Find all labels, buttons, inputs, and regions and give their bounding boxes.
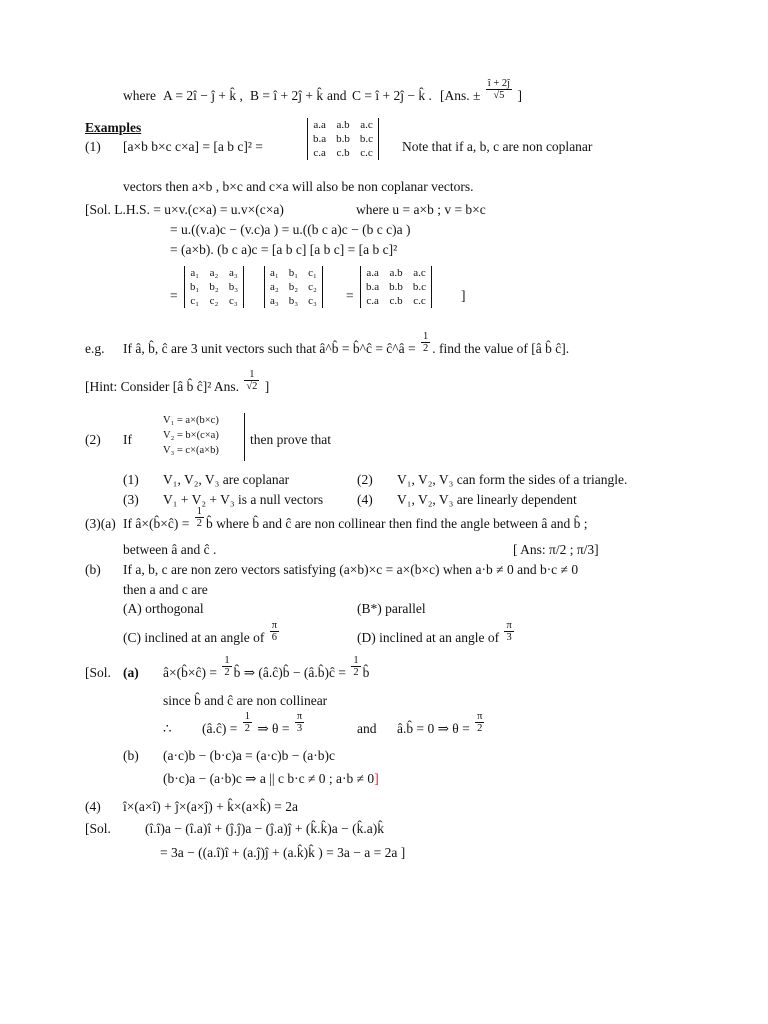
option-4-number: (4) (357, 492, 373, 507)
matrix-cell: b₁ (288, 267, 299, 279)
matrix-cell: a₂ (270, 281, 279, 293)
then-prove-text: then prove that (250, 432, 331, 447)
matrix-cell: b₂ (288, 281, 299, 293)
matrix-cell: b.a (313, 133, 327, 145)
v3-definition: V₃ = c×(a×b) (163, 445, 219, 456)
solution-3-label: [Sol. (85, 665, 111, 680)
equals-sign-2: = (346, 288, 354, 303)
triple-product-lhs: [a×b b×c c×a] = [a b c]² = (123, 139, 263, 154)
problem-3a-answer: [ Ans: π/2 ; π/3] (513, 542, 599, 557)
equals-sign: = (170, 288, 178, 303)
matrix-cell: c.a (313, 147, 326, 159)
angle-ab-equation: â.b̂ = 0 ⇒ θ = $\frac{\pi}{2}$ (397, 711, 483, 736)
matrix-row (308, 118, 378, 132)
problem-4-equation: î×(a×î) + ĵ×(a×ĵ) + k̂×(a×k̂) = 2a (123, 799, 298, 814)
solution-1-line-3: = (a×b). (b c a)c = [a b c] [a b c] = [a b c]² (170, 242, 398, 257)
vector-a-definition: A = 2î − ĵ + k̂ , (163, 88, 243, 103)
matrix-cell: c.c (413, 295, 426, 307)
eg-label: e.g. (85, 341, 105, 356)
matrix-row (185, 266, 243, 280)
gram-matrix-1 (307, 118, 379, 160)
matrix-cell: c₂ (308, 281, 317, 293)
solution-3b-line-1: (a·c)b − (b·c)a = (a·c)b − (a·b)c (163, 748, 335, 763)
vector-c-definition: C = î + 2ĵ − k̂ . (352, 88, 432, 103)
since-text: since b̂ and ĉ are non collinear (163, 693, 328, 708)
solution-4-line-2: = 3a − ((a.î)î + (a.ĵ)ĵ + (a.k̂)k̂ ) = 3a − a = 2a ] (160, 845, 406, 860)
solution-4-label: [Sol. (85, 821, 111, 836)
problem-2-number: (2) (85, 432, 101, 447)
matrix-row (308, 132, 378, 146)
option-3-text: V₁ + V₂ + V₃ is a null vectors (163, 492, 324, 507)
option-4-text: V₁, V₂, V₃ are linearly dependent (397, 492, 577, 507)
solution-1-line-1: [Sol. L.H.S. = u×v.(c×a) = u.v×(c×a) (85, 202, 284, 217)
v2-definition: V₂ = b×(c×a) (163, 430, 219, 441)
matrix-cell: b.b (336, 133, 350, 145)
examples-heading: Examples (85, 120, 142, 135)
solution-4-line-1: (î.î)a − (î.a)î + (ĵ.ĵ)a − (ĵ.a)ĵ + (k̂.k̂)a − (k̂.a)k̂ (145, 821, 384, 836)
matrix-cell: c₃ (229, 295, 238, 307)
matrix-row (265, 294, 322, 308)
matrix-row (185, 294, 243, 308)
option-1-text: V₁, V₂, V₃ are coplanar (163, 472, 290, 487)
option-2-number: (2) (357, 472, 373, 487)
matrix-row (361, 294, 431, 308)
problem-3a-number: (3)(a) (85, 516, 116, 531)
solution-3b-line-2: (b·c)a − (a·b)c ⇒ a || c b·c ≠ 0 ; a·b ≠ 0] (163, 771, 379, 786)
solution-3b-label: (b) (123, 748, 139, 763)
matrix-cell: a.c (413, 267, 426, 279)
matrix-cell: b₃ (288, 295, 299, 307)
solution-1-line-2: = u.((v.a)c − (v.c)a ) = u.((b c a)c − (b c c)a ) (170, 222, 411, 237)
problem-3b-number: (b) (85, 562, 101, 577)
where-text: where (123, 88, 156, 103)
option-3-number: (3) (123, 492, 139, 507)
problem-2-if: If (123, 432, 132, 447)
matrix-row (361, 266, 431, 280)
matrix-cell: b.c (412, 281, 427, 293)
matrix-row (185, 280, 243, 294)
problem-3a-text: If â×(b̂×ĉ) = $\frac{1}{2}$ b̂ where b̂ and ĉ are non collinear then find the angle between â and b̂ ; (123, 506, 588, 531)
matrix-cell: a.a (313, 119, 326, 131)
problem-3a-line-2: between â and ĉ . (123, 542, 217, 557)
matrix-cell: a₁ (270, 267, 279, 279)
problem-4-number: (4) (85, 799, 101, 814)
angle-ac-equation: (â.ĉ) = $\frac{1}{2}$ ⇒ θ = $\frac{\pi}{3}$ (202, 711, 303, 736)
solution-3a-label: (a) (123, 665, 139, 680)
choice-b: (B*) parallel (357, 601, 426, 616)
matrix-cell: b₁ (190, 281, 200, 293)
coplanar-statement: vectors then a×b , b×c and c×a will also be non coplanar vectors. (123, 179, 474, 194)
matrix-row (265, 280, 322, 294)
matrix-cell: c.b (336, 147, 350, 159)
matrix-cell: c.a (366, 295, 379, 307)
gram-matrix-2 (360, 266, 432, 308)
matrix-row (265, 266, 322, 280)
solution-3a-equation: â×(b̂×ĉ) = $\frac{1}{2}$ b̂ ⇒ (â.ĉ)b̂ − (â.b̂)ĉ = $\frac{1}{2}$ b̂ (163, 655, 370, 680)
matrix-cell: b.c (359, 133, 374, 145)
choice-a: (A) orthogonal (123, 601, 204, 616)
determinant-a-transpose (264, 266, 323, 308)
matrix-cell: c₂ (209, 295, 219, 307)
matrix-cell: a.a (366, 267, 379, 279)
matrix-cell: a₃ (229, 267, 238, 279)
matrix-cell: b.a (366, 281, 380, 293)
example-1-number: (1) (85, 139, 101, 154)
option-1-number: (1) (123, 472, 139, 487)
v1-definition: V₁ = a×(b×c) (163, 415, 219, 426)
solution-1-where: where u = a×b ; v = b×c (356, 202, 486, 217)
option-2-text: V₁, V₂, V₃ can form the sides of a triangle. (397, 472, 628, 487)
brace-right (244, 413, 245, 461)
matrix-cell: a.b (389, 267, 403, 279)
matrix-cell: c₃ (308, 295, 317, 307)
matrix-row (361, 280, 431, 294)
matrix-cell: a.b (336, 119, 350, 131)
choice-d: (D) inclined at an angle of $\frac{\pi}{3}$ (357, 620, 512, 645)
matrix-row (308, 146, 378, 160)
choice-c: (C) inclined at an angle of $\frac{\pi}{6}$ (123, 620, 278, 645)
matrix-cell: b₂ (209, 281, 219, 293)
matrix-cell: c.b (389, 295, 403, 307)
eg-question: If â, b̂, ĉ are 3 unit vectors such that â^b̂ = b̂^ĉ = ĉ^â = $\frac{1}{2}$ . find the value of [â b̂ ĉ]. (123, 331, 570, 356)
matrix-cell: a₁ (190, 267, 200, 279)
problem-3b-text: If a, b, c are non zero vectors satisfying (a×b)×c = a×(b×c) when a·b ≠ 0 and b·c ≠ 0 (123, 562, 579, 577)
matrix-cell: c.c (360, 147, 373, 159)
and-text: and (327, 88, 347, 103)
matrix-cell: b₃ (228, 281, 239, 293)
eg-hint: [Hint: Consider [â b̂ ĉ]² Ans. $\frac{1}{√2}$ ] (85, 369, 270, 394)
therefore-symbol: ∴ (163, 721, 172, 736)
matrix-cell: a.c (360, 119, 373, 131)
matrix-cell: a₃ (270, 295, 279, 307)
vector-b-definition: B = î + 2ĵ + k̂ (250, 88, 324, 103)
and-text-2: and (357, 721, 377, 736)
matrix-cell: c₁ (190, 295, 200, 307)
problem-3b-line-2: then a and c are (123, 582, 208, 597)
note-text: Note that if a, b, c are non coplanar (402, 139, 593, 154)
matrix-cell: c₁ (308, 267, 317, 279)
bracket-close: ] (461, 288, 466, 303)
matrix-cell: b.b (389, 281, 403, 293)
matrix-cell: a₂ (209, 267, 219, 279)
answer-1: [Ans. ± $\frac{î + 2ĵ}{√5}$ ] (440, 78, 522, 103)
determinant-a (184, 266, 244, 308)
